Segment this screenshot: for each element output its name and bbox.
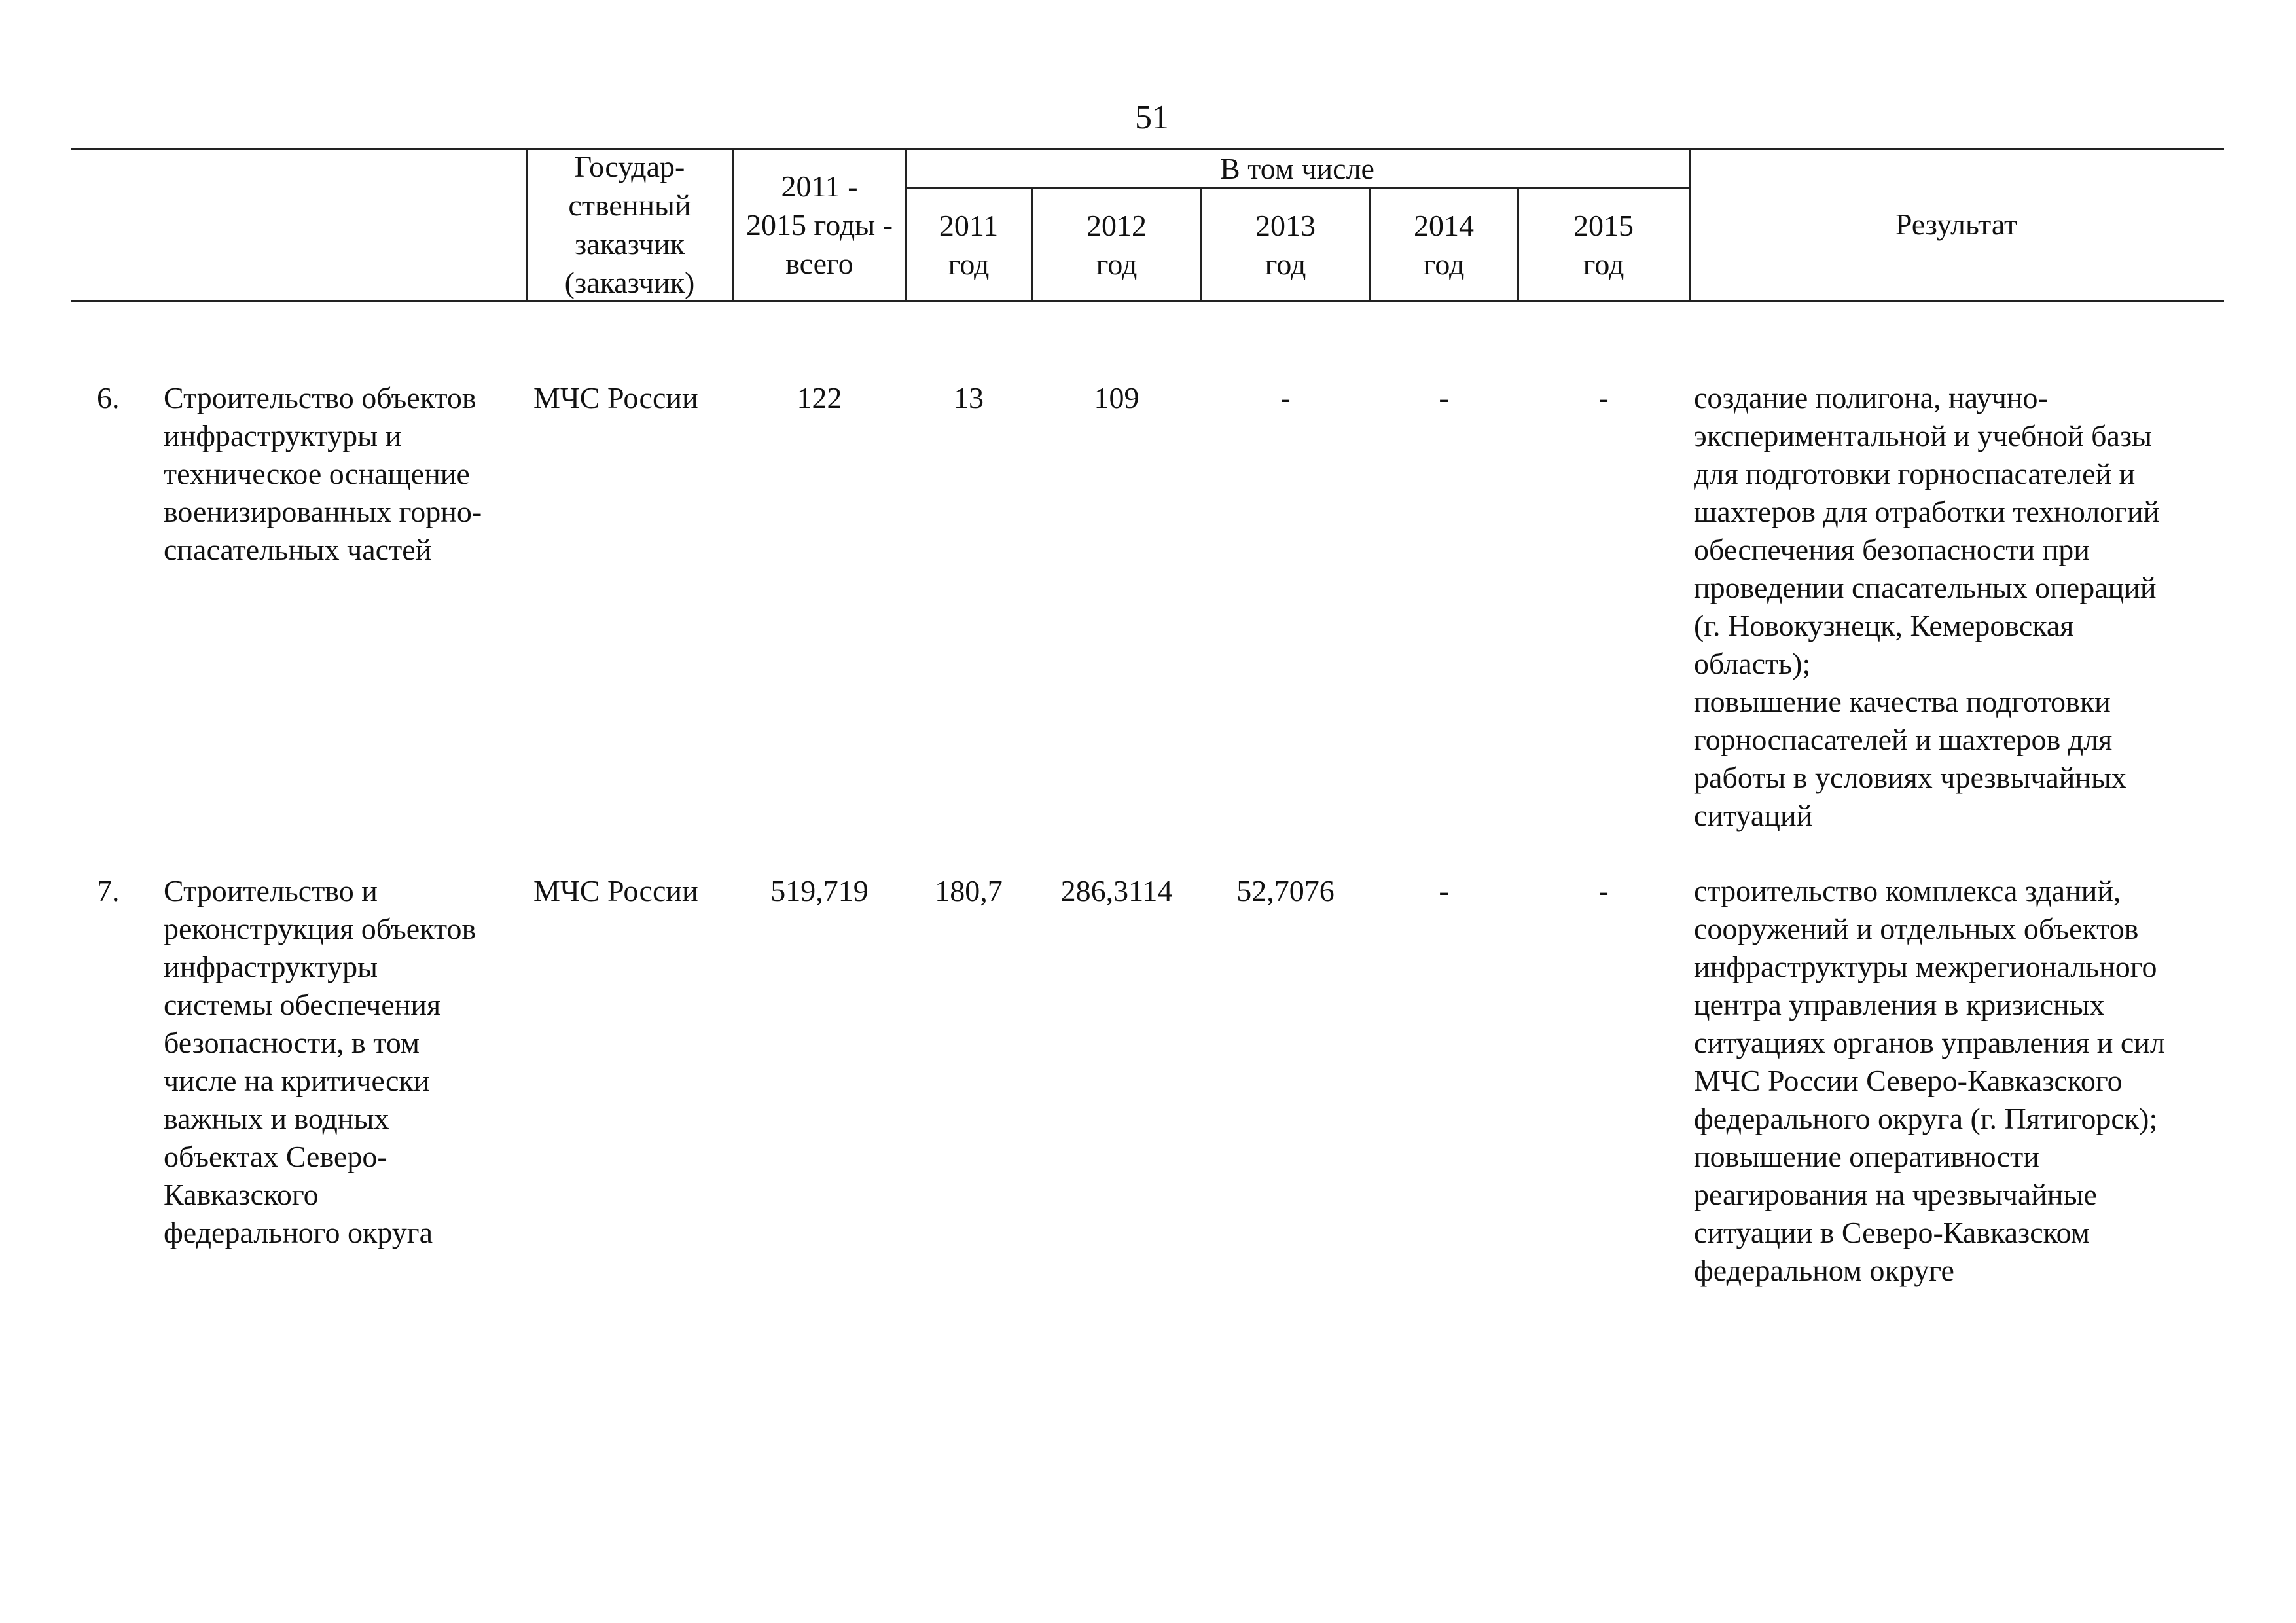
col-divider-2012	[1031, 187, 1033, 302]
row-number: 6.	[97, 381, 120, 414]
row-2012: 286,3114	[1060, 874, 1173, 907]
row-2013: -	[1280, 381, 1291, 414]
row-2014: -	[1439, 874, 1449, 907]
col-divider-customer	[526, 148, 528, 302]
header-bottom-rule	[71, 300, 2224, 302]
page-number: 51	[1135, 99, 1169, 136]
col-divider-2011	[905, 148, 907, 302]
row-2015: -	[1598, 874, 1609, 907]
row-2015: -	[1598, 381, 1609, 414]
header-2011: 2011 год	[939, 209, 999, 281]
row-2012: 109	[1094, 381, 1139, 414]
col-divider-result	[1689, 148, 1691, 302]
row-name: Строительство объектов инфраструктуры и техническое оснащение военизированных горно- спасательных частей	[164, 381, 482, 566]
header-2013: 2013 год	[1255, 209, 1316, 281]
row-2011: 13	[954, 381, 984, 414]
header-2015: 2015 год	[1573, 209, 1634, 281]
row-name: Строительство и реконструкция объектов инфраструктуры системы обеспечения безопасности, в том числе на критически важных и водных объектах Северо- Кавказского федерального округа	[164, 874, 476, 1249]
header-2012: 2012 год	[1086, 209, 1147, 281]
row-customer: МЧС России	[533, 874, 698, 907]
header-2014: 2014 год	[1414, 209, 1474, 281]
row-result: строительство комплекса зданий, сооружений и отдельных объектов инфраструктуры межрегионального центра управления в кризисных ситуациях органов управления и сил МЧС России Северо-Кавказского федерального округа (г. Пятигорск); повышение оперативности реагирования на чрезвычайные ситуации в Северо-Кавказском федеральном округе	[1694, 874, 2165, 1287]
row-customer: МЧС России	[533, 381, 698, 414]
col-divider-2013	[1200, 187, 1202, 302]
row-2011: 180,7	[935, 874, 1003, 907]
header-result: Результат	[1895, 208, 2018, 241]
col-divider-total	[732, 148, 734, 302]
row-total: 122	[797, 381, 842, 414]
row-total: 519,719	[770, 874, 869, 907]
col-divider-2014	[1369, 187, 1371, 302]
row-2013: 52,7076	[1236, 874, 1335, 907]
row-number: 7.	[97, 874, 120, 907]
col-divider-2015	[1517, 187, 1519, 302]
header-customer: Государ- ственный заказчик (заказчик)	[564, 150, 695, 299]
row-2014: -	[1439, 381, 1449, 414]
row-result: создание полигона, научно- экспериментальной и учебной базы для подготовки горноспасателей и шахтеров для отработки технологий обеспечения безопасности при проведении спасательных операций (г. Новокузнецк, Кемеровская область); повышение качества подготовки горноспасателей и шахтеров для работы в условиях чрезвычайных ситуаций	[1694, 381, 2160, 832]
header-total: 2011 - 2015 годы - всего	[745, 170, 893, 280]
header-including: В том числе	[1220, 152, 1374, 185]
